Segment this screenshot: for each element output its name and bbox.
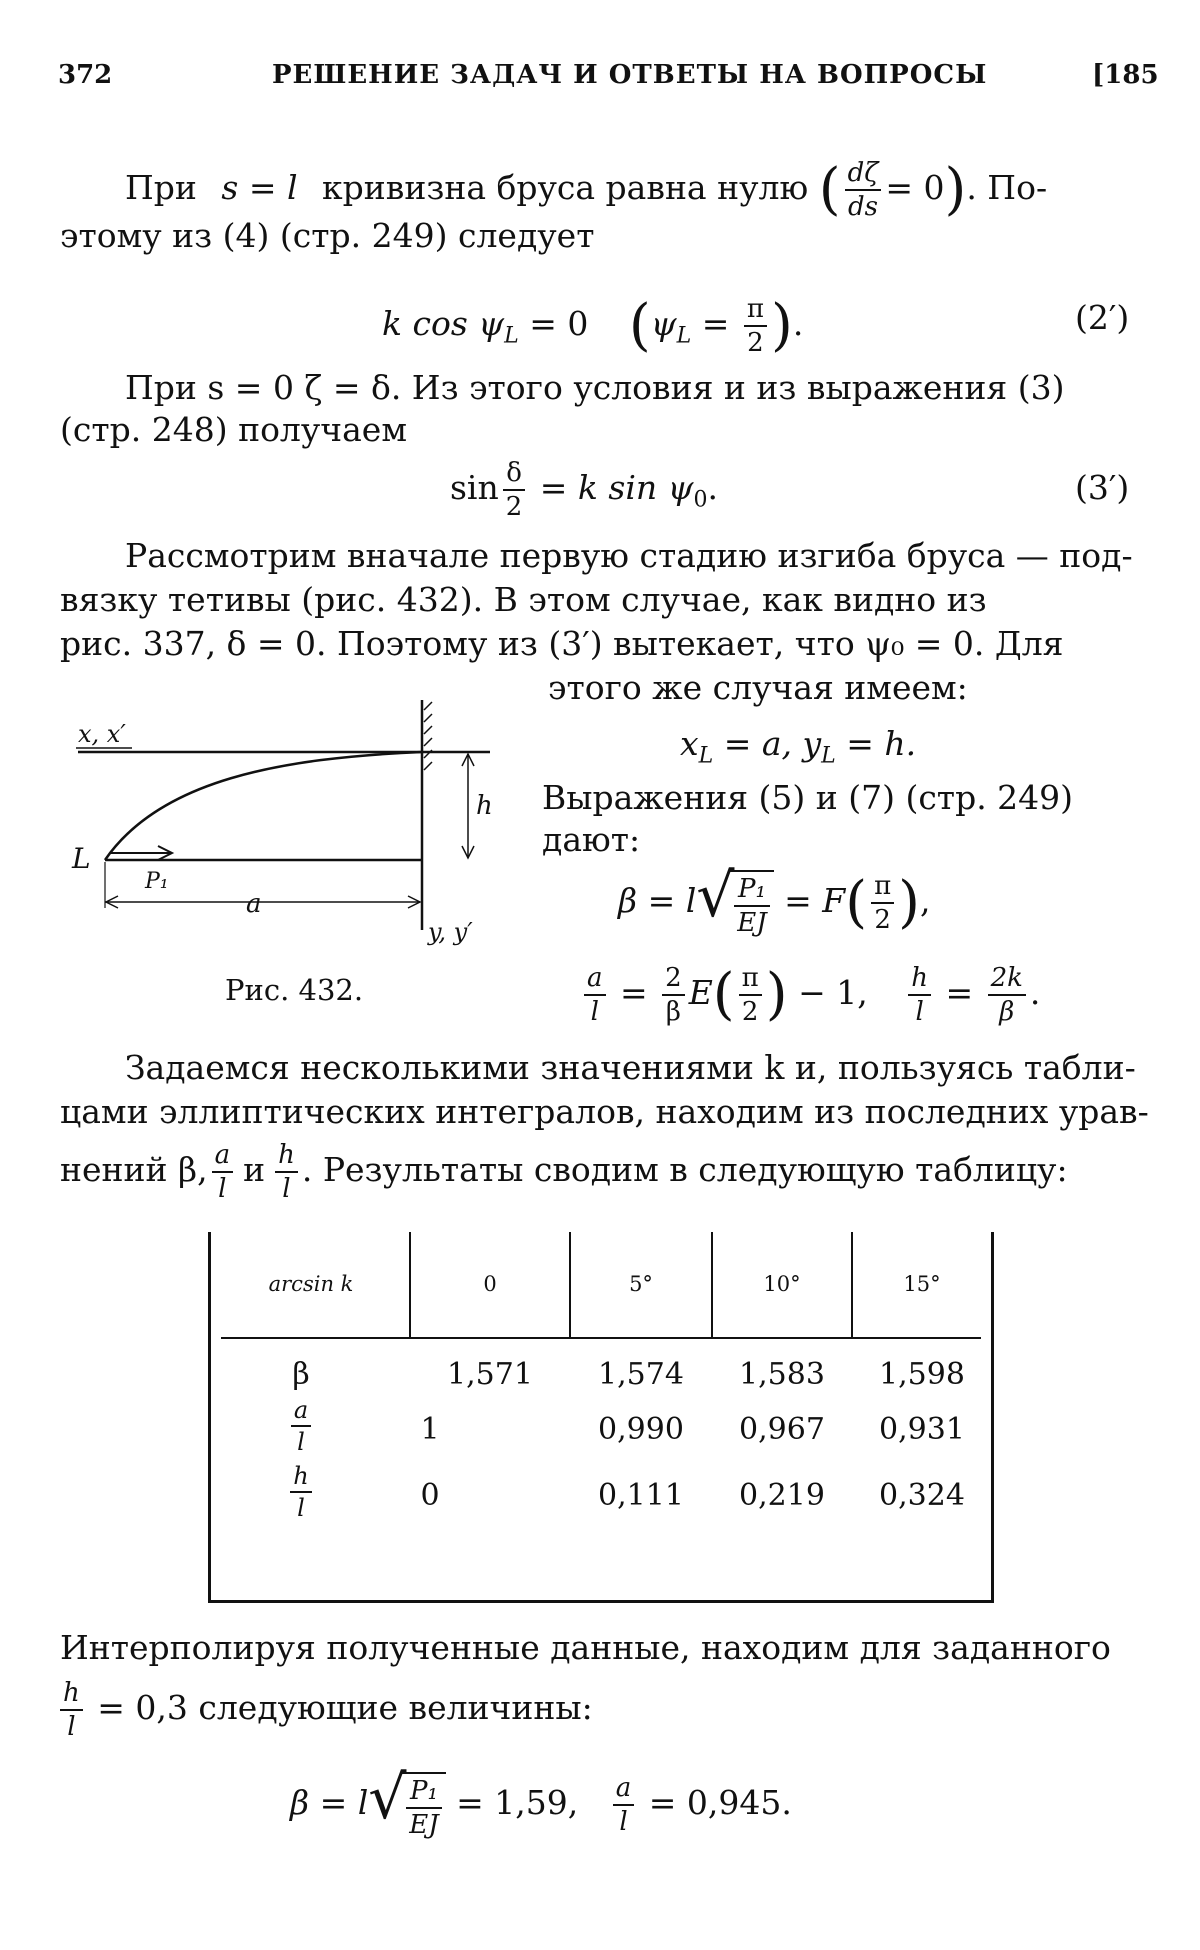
- para3-line2: вязку тетивы (рис. 432). В этом случае, как видно из: [60, 580, 987, 619]
- para5-line2: цами эллиптических интегралов, находим из последних урав-: [60, 1092, 1149, 1131]
- page-number: 372: [58, 60, 113, 90]
- table-cell: 1,574: [598, 1357, 684, 1392]
- pi-over-2-fraction: $\frac{\pi}{2}$: [744, 296, 767, 356]
- equation-final: β = l √ $\frac{\text{P₁}}{EJ}$ = 1,59, $\frac{a}{l}$ = 0,945.: [290, 1763, 792, 1840]
- table-header-col: 10°: [763, 1272, 801, 1296]
- table-row-label: $\frac{h}{l}$: [271, 1464, 331, 1520]
- label-y-axis: y, y′: [428, 918, 473, 946]
- table-header-rule: [221, 1337, 981, 1339]
- table-cell: 0,324: [879, 1478, 965, 1513]
- table-cell: 1: [420, 1412, 440, 1447]
- para6-line1: Интерполируя полученные данные, находим для заданного: [60, 1628, 1111, 1667]
- table-cell: 0,931: [879, 1412, 965, 1447]
- force-arrow: [110, 846, 172, 860]
- section-number: [185: [1092, 60, 1159, 90]
- table-row-label: β: [292, 1357, 310, 1392]
- para2-line1: При s = 0 ζ = δ. Из этого условия и из выражения (3): [125, 368, 1065, 407]
- table-cell: 0,990: [598, 1412, 684, 1447]
- table-header-col: 5°: [629, 1272, 653, 1296]
- table-cell: 1,571: [447, 1357, 533, 1392]
- para2-line2: (стр. 248) получаем: [60, 410, 407, 449]
- table-header-label: arcsin k: [268, 1272, 354, 1296]
- equation-a-over-l: $\frac{a}{l}$ = $\frac{2}{\beta}$ E( $\frac{\pi}{2}$ ) − 1, $\frac{h}{l}$ = $\frac{2k}{\beta}$ .: [580, 965, 1040, 1025]
- table-header-col: 0: [483, 1272, 497, 1296]
- results-table: [208, 1232, 994, 1603]
- delta-over-2-fraction: $\frac{\delta}{2}$: [503, 460, 526, 520]
- para3-line3: рис. 337, δ = 0. Поэтому из (3′) вытекает, что ψ₀ = 0. Для: [60, 624, 1064, 663]
- label-x-axis: x, x′: [78, 720, 126, 748]
- table-cell: 0,111: [598, 1478, 684, 1513]
- table-header-col: 15°: [903, 1272, 941, 1296]
- table-cell: 0: [420, 1478, 440, 1513]
- para1-line1: При s = l кривизна бруса равна нулю ( $\frac{d\zeta}{ds}$ = 0). По-: [125, 157, 1048, 222]
- sqrt-radical-final: √ $\frac{\text{P₁}}{EJ}$: [368, 1772, 445, 1838]
- para1-line2: этому из (4) (стр. 249) следует: [60, 216, 595, 255]
- sqrt-radical: √ $\frac{\text{P₁}}{EJ}$: [696, 870, 773, 936]
- label-L: L: [72, 842, 91, 875]
- label-a: a: [246, 889, 262, 919]
- wall-hatching: [424, 702, 432, 770]
- figure-432: [50, 690, 510, 960]
- para4-line1: Выражения (5) и (7) (стр. 249): [542, 778, 1074, 817]
- para5-line1: Задаемся несколькими значениями k и, пользуясь табли-: [125, 1048, 1136, 1087]
- beam-curve: [105, 752, 422, 860]
- equation-label-3prime: (3′): [1075, 468, 1130, 507]
- table-cell: 0,219: [739, 1478, 825, 1513]
- equation-beta: β = l √ $\frac{\text{P₁}}{EJ}$ = F( $\frac{\pi}{2}$ ),: [618, 861, 931, 938]
- para6-line2: $\frac{h}{l}$ = 0,3 следующие величины:: [60, 1680, 593, 1740]
- figure-caption: Рис. 432.: [225, 973, 364, 1007]
- para3-line4: этого же случая имеем:: [548, 668, 968, 707]
- table-cell: 1,583: [739, 1357, 825, 1392]
- para5-line3: нений β, $\frac{a}{l}$ и $\frac{h}{l}$ . Результаты сводим в следующую таблицу:: [60, 1140, 1068, 1204]
- equation-3prime: sin $\frac{\delta}{2}$ = k $\sin \psi_0$.: [450, 458, 719, 522]
- para3-line1: Рассмотрим вначале первую стадию изгиба бруса — под-: [125, 536, 1133, 575]
- running-title: РЕШЕНИЕ ЗАДАЧ И ОТВЕТЫ НА ВОПРОСЫ: [272, 60, 988, 90]
- table-row-label: $\frac{a}{l}$: [271, 1398, 331, 1454]
- equation-xl-yl: $x_L = a$, $y_L = h$.: [680, 724, 917, 769]
- para4-line2: дают:: [542, 820, 641, 859]
- table-cell: 0,967: [739, 1412, 825, 1447]
- equation-2prime: k $\cos \psi_L = 0$ ($\psi_L$ = $\frac{\pi}{2}$ ).: [382, 293, 804, 358]
- label-h: h: [476, 791, 493, 821]
- label-P1: P₁: [145, 869, 169, 894]
- table-cell: 1,598: [879, 1357, 965, 1392]
- dzeta-ds-fraction: $\frac{d\zeta}{ds}$: [845, 160, 882, 220]
- equation-label-2prime: (2′): [1075, 298, 1130, 337]
